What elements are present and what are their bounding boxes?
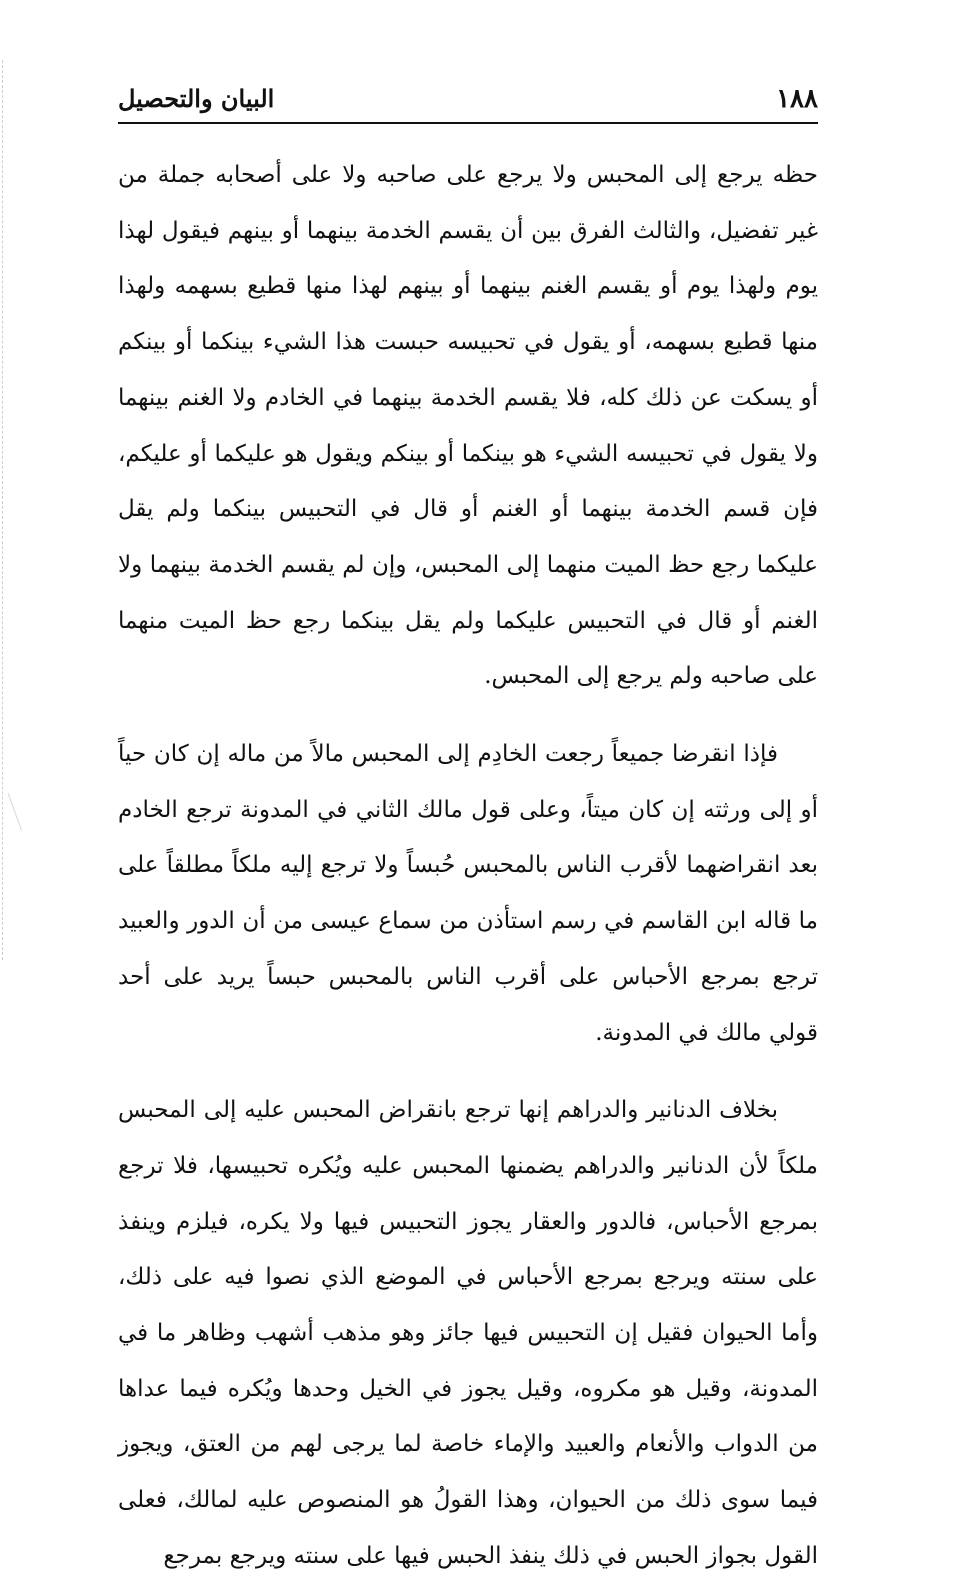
- page-number: ١٨٨: [776, 84, 818, 114]
- paragraph-2: فإذا انقرضا جميعاً رجعت الخادِم إلى المحبس مالاً من ماله إن كان حياً أو إلى ورثته إن كان ميتاً، وعلى قول مالك الثاني في المدونة ترجع الخادم بعد انقراضهما لأقرب الناس بالمحبس حُبساً ولا ترجع إليه ملكاً مطلقاً على ما قاله ابن القاسم في رسم استأذن من سماع عيسى من أن الدور والعبيد ترجع بمرجع الأحباس على أقرب الناس بالمحبس حبساً يريد على أحد قولي مالك في المدونة.: [118, 741, 818, 1046]
- paragraph-3: بخلاف الدنانير والدراهم إنها ترجع بانقراض المحبس عليه إلى المحبس ملكاً لأن الدنانير والدراهم يضمنها المحبس عليه ويُكره تحبيسها، فلا ترجع بمرجع الأحباس، فالدور والعقار يجوز التحبيس فيها ولا يكره، فيلزم وينفذ على سنته ويرجع بمرجع الأحباس في الموضع الذي نصوا فيه على ذلك، وأما الحيوان فقيل إن التحبيس فيها جائز وهو مذهب أشهب وظاهر ما في المدونة، وقيل هو مكروه، وقيل يجوز في الخيل وحدها ويُكره فيما عداها من الدواب والأنعام والعبيد والإماء خاصة لما يرجى لهم من العتق، ويجوز فيما سوى ذلك من الحيوان، وهذا القولُ هو المنصوص عليه لمالك، فعلى القول بجواز الحبس في ذلك ينفذ الحبس فيها على سنته ويرجع بمرجع: [118, 1097, 818, 1569]
- paragraph-1: حظه يرجع إلى المحبس ولا يرجع على صاحبه ولا على أصحابه جملة من غير تفضيل، والثالث الفرق بين أن يقسم الخدمة بينهما أو بينهم فيقول لهذا يوم ولهذا يوم أو يقسم الغنم بينهما أو بينهم لهذا منها قطيع بسهمه ولهذا منها قطيع بسهمه، أو يقول في تحبيسه حبست هذا الشيء بينكما أو بينكم أو يسكت عن ذلك كله، فلا يقسم الخدمة بينهما في الخادم ولا الغنم بينهما ولا يقول في تحبيسه الشيء هو بينكما أو بينكم ويقول هو عليكما أو عليكم، فإن قسم الخدمة بينهما أو الغنم أو قال في التحبيس بينكما ولم يقل عليكما رجع حظ الميت منهما إلى المحبس، وإن لم يقسم الخدمة بينهما ولا الغنم أو قال في التحبيس عليكما ولم يقل بينكما رجع حظ الميت منهما على صاحبه ولم يرجع إلى المحبس.: [118, 162, 818, 690]
- header-rule: [118, 122, 818, 124]
- page-header: [118, 80, 818, 124]
- body-text: [118, 148, 818, 1585]
- scan-edge-marks: [2, 60, 7, 960]
- scan-stray-mark: [7, 789, 31, 830]
- running-title: البيان والتحصيل: [118, 84, 275, 113]
